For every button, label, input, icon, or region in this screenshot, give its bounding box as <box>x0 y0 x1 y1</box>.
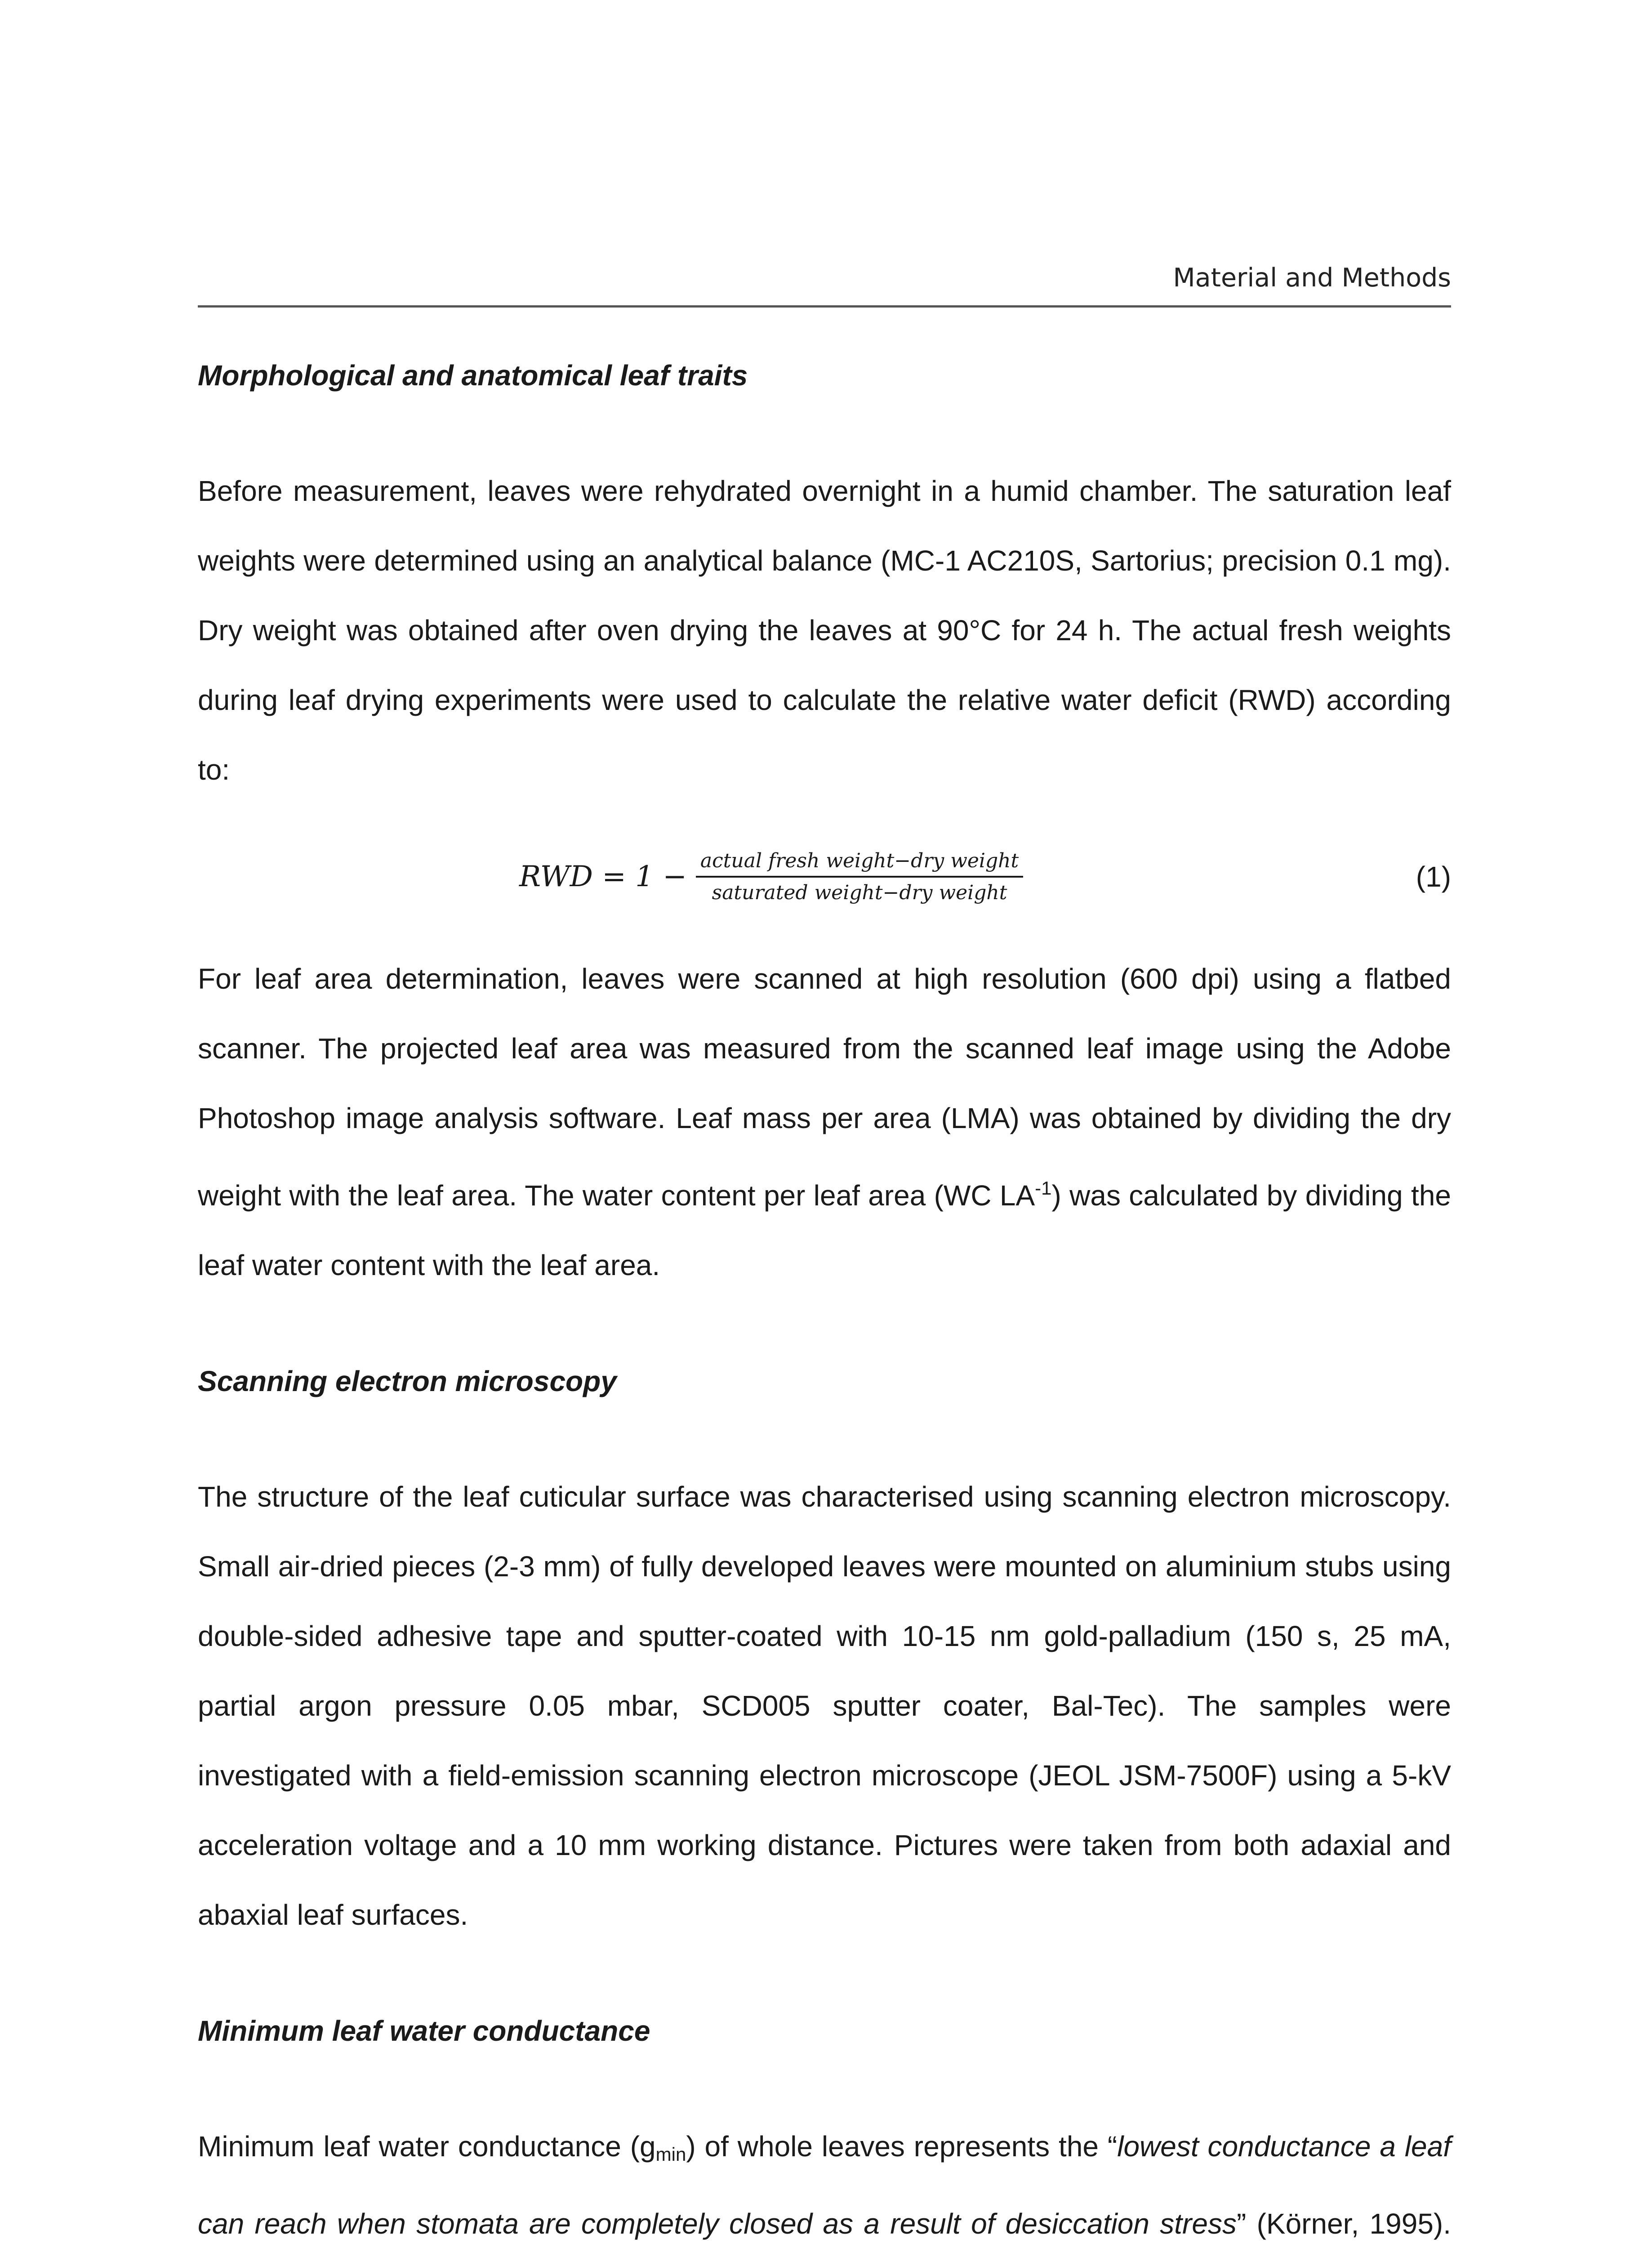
text-run: ” (Körner, 1995). <box>1236 2208 1452 2240</box>
text-run: ) of whole leaves represents the “ <box>686 2130 1118 2163</box>
text-run: ) was calculated by dividing the leaf water content with the leaf area. <box>198 1179 1452 1281</box>
section-heading-gmin: Minimum leaf water conductance <box>198 2015 650 2047</box>
paragraph-morph-1: Before measurement, leaves were rehydrated overnight in a humid chamber. The saturation leaf weights were determined using an analytical balance (MC-1 AC210S, Sartorius; precision 0.1 mg). Dry weight was obtained after oven drying the leaves at 90°C for 24 h. The actual fresh weights during leaf drying experiments were used to calculate the relative water deficit (RWD) according to: <box>198 475 1451 786</box>
italic-quote: lowest conductance a leaf can reach when stomata are completely closed as a result of desiccation stress <box>198 2130 1452 2240</box>
equation-rwd <box>198 832 1451 922</box>
section-heading-morphological: Morphological and anatomical leaf traits <box>198 359 748 392</box>
text-run: For leaf area determination, leaves were scanned at high resolution (600 dpi) using a flatbed scanner. The projected leaf area was measured from the scanned leaf image using the Adobe Photoshop image analysis software. Leaf mass per area (LMA) was obtained by dividing the dry weight with the leaf area. The water content per leaf area (WC LA <box>198 963 1451 1212</box>
page-body <box>198 355 1451 2248</box>
section-heading-sem: Scanning electron microscopy <box>198 1365 617 1397</box>
running-title: Material and Methods <box>1173 263 1451 293</box>
subscript: min <box>655 2144 686 2165</box>
equation-lhs: RWD = 1 − <box>519 860 687 893</box>
equation-number: (1) <box>1416 861 1451 893</box>
text-run: Minimum leaf water conductance (g <box>198 2130 656 2163</box>
equation-denominator: saturated weight−dry weight <box>712 881 1007 904</box>
paragraph-sem-1: The structure of the leaf cuticular surface was characterised using scanning electron microscopy. Small air-dried pieces (2-3 mm) of fully developed leaves were mounted on aluminium stubs using double-sided adhesive tape and sputter-coated with 10-15 nm gold-palladium (150 s, 25 mA, partial argon pressure 0.05 mbar, SCD005 sputter coater, Bal-Tec). The samples were investigated with a field-emission scanning electron microscope (JEOL JSM-7500F) using a 5-kV acceleration voltage and a 10 mm working distance. Pictures were taken from both adaxial and abaxial leaf surfaces. <box>198 1481 1451 1931</box>
equation-fraction <box>696 849 1023 904</box>
paragraph-morph-2 <box>198 944 1451 1300</box>
superscript: -1 <box>1035 1178 1052 1199</box>
page-header <box>198 262 1451 308</box>
paragraph-gmin-1 <box>198 2112 1451 2248</box>
equation-numerator: actual fresh weight−dry weight <box>696 849 1023 878</box>
